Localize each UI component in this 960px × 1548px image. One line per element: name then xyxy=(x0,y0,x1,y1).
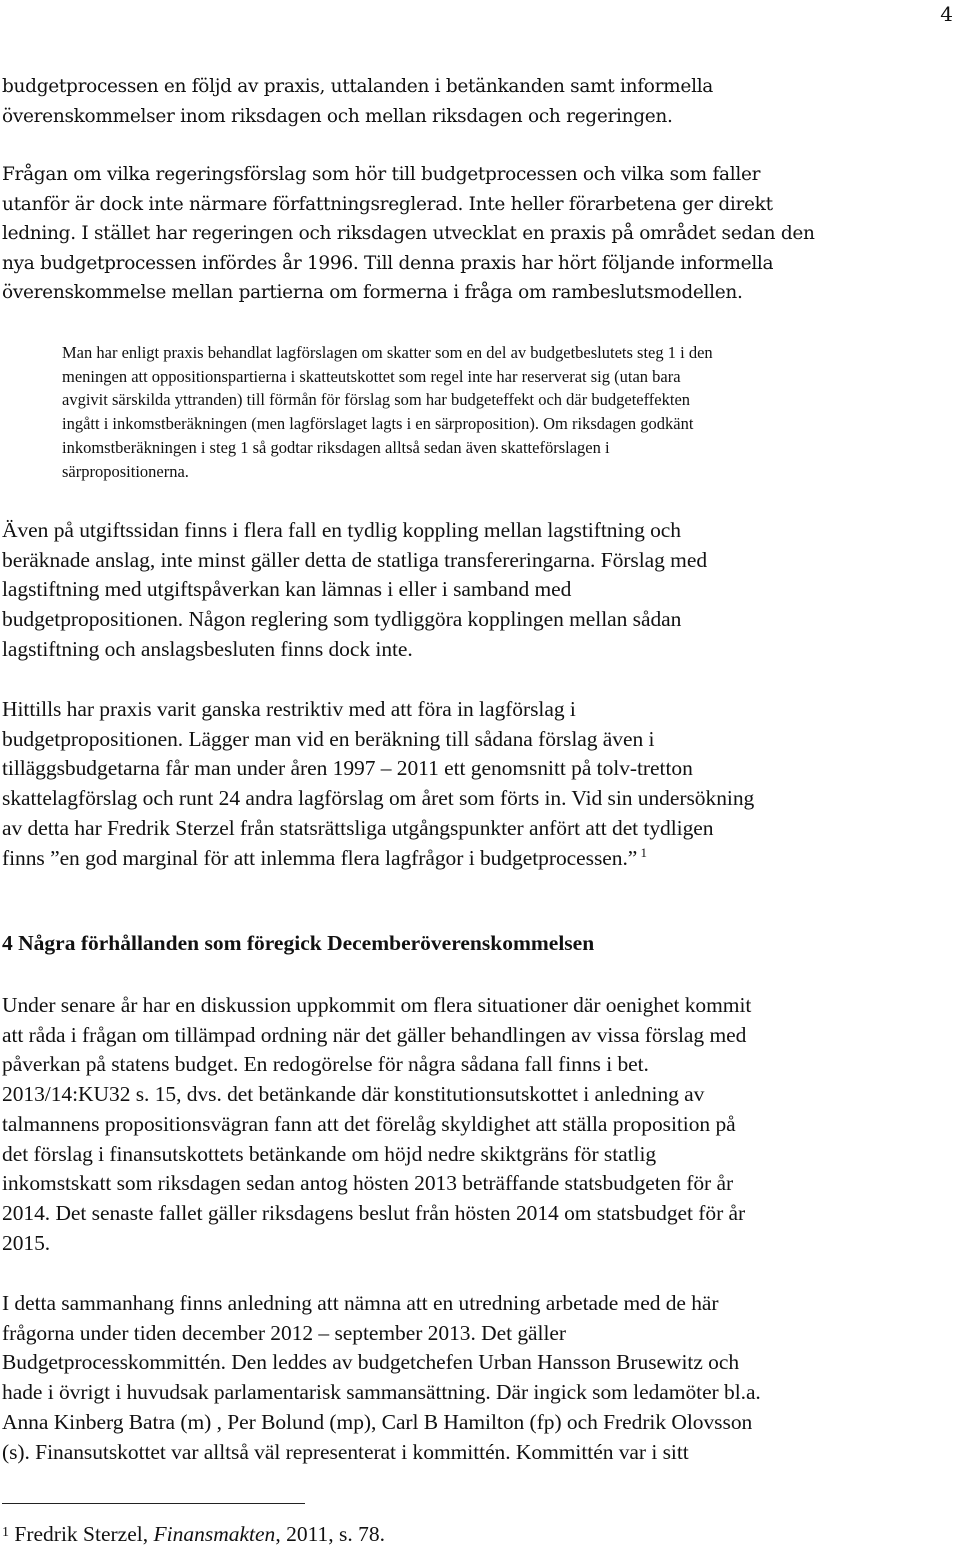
text-line: skattelagförslag och runt 24 andra lagförslag om året som förts in. Vid sin undersökning xyxy=(2,786,755,811)
text-line: hade i övrigt i huvudsak parlamentarisk sammansättning. Där ingick som ledamöter bl.a. xyxy=(2,1380,761,1405)
page-number: 4 xyxy=(940,2,953,26)
text-line: nya budgetprocessen infördes år 1996. Till denna praxis har hört följande informella xyxy=(2,252,774,274)
text-line: meningen att oppositionspartierna i skatteutskottet som regel inte har reserverat sig (utan bara xyxy=(62,366,681,386)
text-line: budgetpropositionen. Någon reglering som tydliggöra kopplingen mellan sådan xyxy=(2,607,682,632)
text-line: Även på utgiftssidan finns i flera fall en tydlig koppling mellan lagstiftning och xyxy=(2,518,681,542)
footnote-reference[interactable]: 1 xyxy=(637,844,647,860)
text-line: Man har enligt praxis behandlat lagförslagen om skatter som en del av budgetbeslutets steg 1 i den xyxy=(62,343,713,362)
text-line: ledning. I stället har regeringen och riksdagen utvecklat en praxis på området sedan den xyxy=(2,223,815,244)
text-line: påverkan på statens budget. En redogörelse för några sådana fall finns i bet. xyxy=(2,1052,649,1077)
section-heading: 4 Några förhållanden som föregick Decemberöverenskommelsen xyxy=(2,931,595,955)
text-line: I detta sammanhang finns anledning att nämna att en utredning arbetade med de här xyxy=(2,1291,719,1315)
text-line: beräknade anslag, inte minst gäller detta de statliga transfereringarna. Förslag med xyxy=(2,547,708,572)
text-line: lagstiftning med utgiftspåverkan kan lämnas i eller i samband med xyxy=(2,577,572,602)
text-line: lagstiftning och anslagsbesluten finns dock inte. xyxy=(2,636,413,661)
text-line: det förslag i finansutskottets betänkande om höjd nedre skiktgräns för statlig xyxy=(2,1141,657,1166)
text-line: Hittills har praxis varit ganska restriktiv med att föra in lagförslag i xyxy=(2,697,576,721)
text-line: budgetpropositionen. Lägger man vid en beräkning till sådana förslag även i xyxy=(2,726,655,751)
footnote-rest: , 2011, s. 78. xyxy=(275,1522,386,1546)
text-line: budgetprocessen en följd av praxis, uttalanden i betänkanden samt informella xyxy=(2,76,714,97)
text-line: 2013/14:KU32 s. 15, dvs. det betänkande där konstitutionsutskottet i anledning av xyxy=(2,1082,705,1107)
text-line: överenskommelser inom riksdagen och mellan riksdagen och regeringen. xyxy=(2,105,673,127)
text-line: Budgetprocesskommittén. Den leddes av budgetchefen Urban Hansson Brusewitz och xyxy=(2,1350,740,1375)
paragraph-6 xyxy=(2,1289,761,1467)
text-line: Anna Kinberg Batra (m) , Per Bolund (mp), Carl B Hamilton (fp) och Fredrik Olovsson xyxy=(2,1409,753,1434)
paragraph-3 xyxy=(2,516,707,665)
text-line: avgivit särskilda yttranden) till förmån för förslag som har budgeteffekt och där budgeteffekten xyxy=(62,390,691,410)
paragraph-4-lines xyxy=(2,695,754,873)
text-line: finns ”en god marginal för att inlemma flera lagfrågor i budgetprocessen.” $^1$ xyxy=(2,844,647,870)
text-line: 2015. xyxy=(2,1230,51,1255)
paragraph-5 xyxy=(2,991,751,1258)
paragraph-1 xyxy=(2,72,713,131)
text-line: Frågan om vilka regeringsförslag som hör till budgetprocessen och vilka som faller xyxy=(2,164,761,185)
footnote xyxy=(2,1519,385,1548)
paragraph-4 xyxy=(2,695,754,873)
text-line: av detta har Fredrik Sterzel från statsrättsliga utgångspunkter anfört att det tydligen xyxy=(2,815,714,840)
footnote-number: 1 xyxy=(2,1525,9,1540)
paragraph-2 xyxy=(2,160,815,308)
footnote-author: Fredrik Sterzel, xyxy=(14,1522,154,1546)
text-line: inkomstskatt som riksdagen sedan antog hösten 2013 beträffande statsbudgeten för år xyxy=(2,1171,734,1196)
text-line: överenskommelse mellan partierna om formerna i fråga om rambeslutsmodellen. xyxy=(2,282,743,303)
text-line: tilläggsbudgetarna får man under åren 1997 – 2011 ett genomsnitt på tolv-tretton xyxy=(2,756,693,781)
text-line: utanför är dock inte närmare författningsreglerad. Inte heller förarbetena ger direkt xyxy=(2,193,773,215)
text-line: särpropositionerna. xyxy=(62,461,189,481)
text-line: (s). Finansutskottet var alltså väl representerat i kommittén. Kommittén var i sitt xyxy=(2,1439,689,1464)
text-line: att råda i frågan om tillämpad ordning när det gäller behandlingen av vissa förslag med xyxy=(2,1022,747,1047)
text-line: 2014. Det senaste fallet gäller riksdagens beslut från hösten 2014 om statsbudget för år xyxy=(2,1200,746,1225)
block-quote xyxy=(62,341,954,483)
footnote-title: Finansmakten xyxy=(153,1522,276,1546)
text-line: talmannens propositionsvägran fann att det förelåg skyldighet att ställa proposition på xyxy=(2,1111,736,1136)
text-line: ingått i inkomstberäkningen (men lagförslaget lagts i en särproposition). Om riksdagen godkänt xyxy=(62,414,694,434)
text-line: inkomstberäkningen i steg 1 så godtar riksdagen alltså sedan även skatteförslagen i xyxy=(62,437,610,457)
text-line: frågorna under tiden december 2012 – september 2013. Det gäller xyxy=(2,1320,566,1345)
text-line: Under senare år har en diskussion uppkommit om flera situationer där oenighet kommit xyxy=(2,993,752,1017)
footnote-separator xyxy=(2,1503,305,1504)
